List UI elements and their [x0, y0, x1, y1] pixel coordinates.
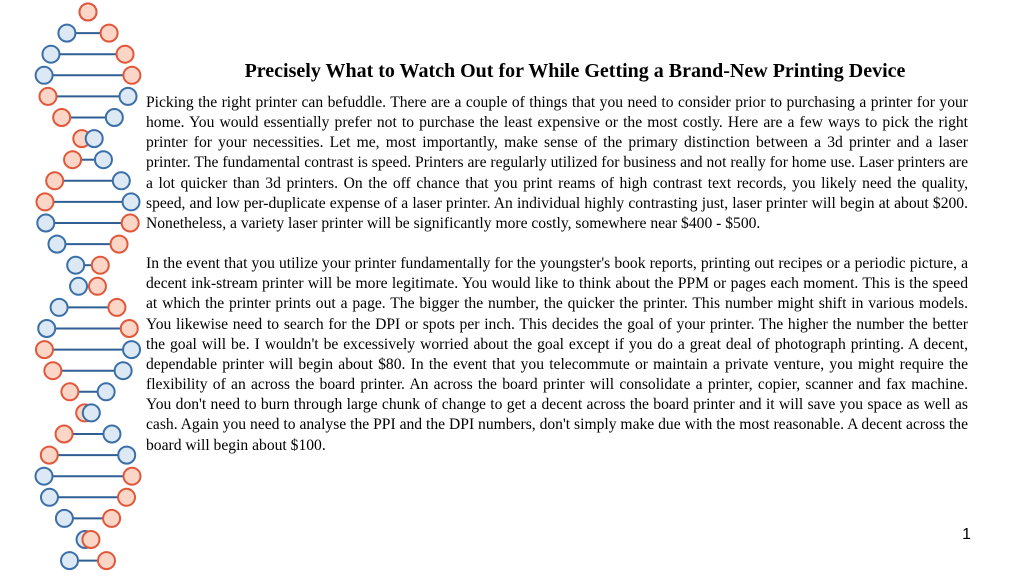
dna-node-orange	[118, 489, 135, 506]
dna-node-orange	[98, 552, 115, 569]
dna-rung	[77, 531, 100, 548]
dna-rung	[36, 468, 141, 485]
dna-node-orange	[53, 109, 70, 126]
dna-rung	[48, 236, 127, 253]
dna-rung	[51, 299, 126, 316]
dna-node-blue	[95, 151, 112, 168]
dna-node-orange	[103, 510, 120, 527]
dna-node-orange	[61, 383, 78, 400]
dna-node-blue	[56, 510, 73, 527]
dna-rung	[46, 172, 130, 189]
dna-node-blue	[42, 46, 59, 63]
dna-node-blue	[120, 88, 137, 105]
dna-rung	[39, 88, 136, 105]
dna-node-blue	[61, 552, 78, 569]
dna-node-orange	[36, 341, 53, 358]
dna-rung	[70, 278, 106, 295]
dna-node-blue	[98, 383, 115, 400]
dna-rung	[41, 489, 135, 506]
dna-rung	[41, 447, 135, 464]
dna-node-orange	[122, 215, 139, 232]
dna-node-blue	[106, 109, 123, 126]
dna-node-orange	[92, 257, 109, 274]
dna-node-orange	[46, 172, 63, 189]
dna-node-orange	[44, 362, 61, 379]
dna-node-blue	[41, 489, 58, 506]
dna-node-blue	[113, 172, 130, 189]
dna-rung	[36, 193, 139, 210]
dna-rung	[44, 362, 131, 379]
dna-node-blue	[83, 404, 100, 421]
dna-rung	[42, 46, 133, 63]
dna-node-blue	[48, 236, 65, 253]
dna-node-blue	[38, 320, 55, 337]
dna-node-blue	[123, 193, 140, 210]
slide-body	[146, 93, 968, 456]
dna-node-orange	[80, 4, 97, 21]
dna-node-blue	[118, 447, 135, 464]
dna-rung	[56, 510, 120, 527]
dna-node-blue	[37, 215, 54, 232]
dna-rung	[64, 151, 112, 168]
dna-rung	[58, 25, 117, 42]
dna-node-blue	[123, 341, 140, 358]
dna-rung	[36, 67, 141, 84]
dna-rung	[61, 552, 115, 569]
dna-node-orange	[39, 88, 56, 105]
dna-rung	[56, 426, 121, 443]
dna-rung	[53, 109, 123, 126]
dna-node-blue	[70, 278, 87, 295]
dna-rung	[80, 4, 97, 21]
dna-node-orange	[117, 46, 134, 63]
dna-node-blue	[36, 468, 53, 485]
dna-node-orange	[111, 236, 128, 253]
dna-node-orange	[41, 447, 58, 464]
paragraph-2: In the event that you utilize your printer fundamentally for the youngster's book reports, printing out recipes or a periodic picture, a decent ink-stream printer will be more legitimate. You would like to think about the PPM or pages each moment. This is the speed at which the printer prints out a page. The bigger the number, the quicker the printer. This number might shift in various models. You likewise need to search for the DPI or spots per inch. This decides the goal of your printer. The higher the number the better the goal will be. I wouldn't be excessively worried about the goal except if you do a great deal of photograph printing. A decent, dependable printer will begin about $80. In the event that you telecommute or maintain a private venture, you might require the flexibility of an across the board printer. An across the board printer will consolidate a printer, copier, scanner and fax machine. You don't need to burn through large chunk of change to get a decent across the board printer and it will save you space as well as cash. Again you need to analyse the PPI and the DPI numbers, don't simply make due with the most reasonable. A decent across the board will begin about $100.	[146, 255, 968, 454]
dna-node-orange	[82, 531, 99, 548]
dna-node-blue	[103, 426, 120, 443]
dna-node-blue	[86, 130, 103, 147]
dna-rung	[38, 320, 138, 337]
dna-node-orange	[36, 193, 53, 210]
page-number: 1	[962, 526, 971, 543]
slide-title: Precisely What to Watch Out for While Getting a Brand-New Printing Device	[244, 60, 906, 82]
dna-rung	[67, 257, 109, 274]
dna-rung	[76, 404, 100, 421]
dna-rung	[36, 341, 140, 358]
paragraph-1: Picking the right printer can befuddle. There are a couple of things that you need to consider prior to purchasing a printer for your home. You would essentially prefer not to purchase the least expensive or the most costly. Here are a few ways to pick the right printer for your necessities. Let me, most importantly, make sense of the primary distinction between a 3d printer and a laser printer. The fundamental contrast is speed. Printers are regularly utilized for business and not really for home use. Laser printers are a lot quicker than 3d printers. On the off chance that you print reams of high contrast text records, you likely need the quality, speed, and low per-duplicate expense of a laser printer. An individual highly contrasting just, laser printer will begin at about $200. Nonetheless, a variety laser printer will be significantly more costly, somewhere near $400 - $500.	[146, 94, 969, 232]
dna-node-blue	[115, 362, 132, 379]
dna-node-orange	[64, 151, 81, 168]
dna-node-orange	[89, 278, 106, 295]
dna-rung	[37, 215, 138, 232]
dna-node-orange	[123, 468, 140, 485]
dna-rung	[73, 130, 102, 147]
dna-node-orange	[56, 426, 73, 443]
dna-strand-icon	[0, 0, 160, 576]
dna-node-blue	[58, 25, 75, 42]
dna-rung	[61, 383, 114, 400]
dna-node-orange	[121, 320, 138, 337]
dna-node-blue	[67, 257, 84, 274]
dna-node-blue	[36, 67, 53, 84]
dna-node-orange	[108, 299, 125, 316]
dna-node-orange	[123, 67, 140, 84]
dna-node-orange	[101, 25, 118, 42]
dna-node-blue	[51, 299, 68, 316]
